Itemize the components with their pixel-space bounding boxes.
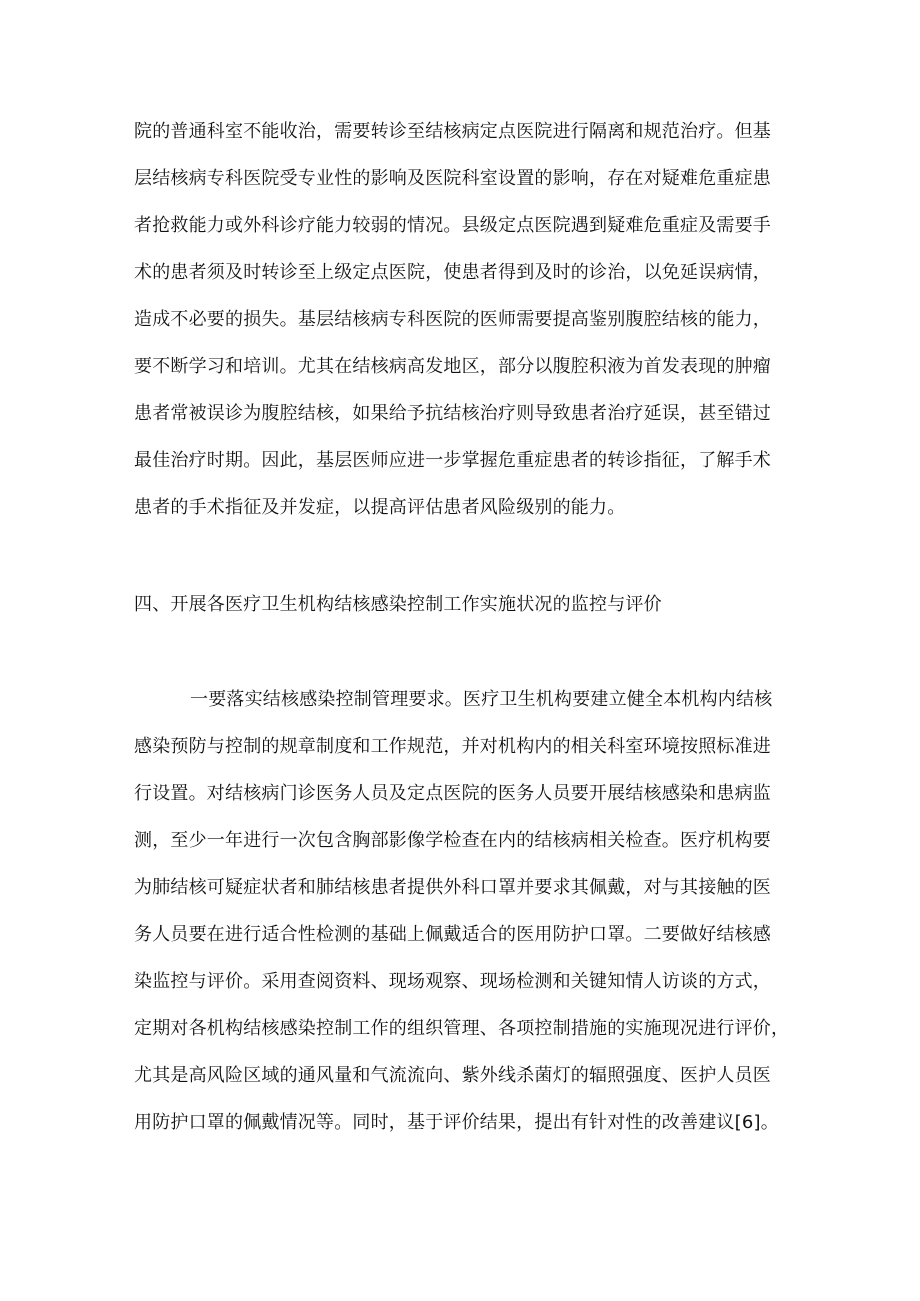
paragraph-2-line-1: 一要落实结核感染控制管理要求。医疗卫生机构要建立健全本机构内结核 [190,689,773,710]
paragraph-2-line-7: 染监控与评价。采用查阅资料、现场观察、现场检测和关键知情人访谈的方式， [134,971,771,992]
paragraph-2-line-8: 定期对各机构结核感染控制工作的组织管理、各项控制措施的实施现况进行评价， [134,1018,790,1039]
paragraph-2-line-10: 用防护口罩的佩戴情况等。同时，基于评价结果，提出有针对性的改善建议[6]。 [134,1112,779,1133]
paragraph-1-line-9: 患者的手术指征及并发症，以提高评估患者风险级别的能力。 [134,497,626,518]
paragraph-1-line-5: 造成不必要的损失。基层结核病专科医院的医师需要提高鉴别腹腔结核的能力， [134,309,771,330]
paragraph-1-line-8: 最佳治疗时期。因此，基层医师应进一步掌握危重症患者的转诊指征，了解手术 [134,450,771,471]
paragraph-2-line-4: 测，至少一年进行一次包含胸部影像学检查在内的结核病相关检查。医疗机构要 [134,830,771,851]
paragraph-1-line-6: 要不断学习和培训。尤其在结核病高发地区，部分以腹腔积液为首发表现的肿瘤 [134,356,771,377]
paragraph-2-line-5: 为肺结核可疑症状者和肺结核患者提供外科口罩并要求其佩戴，对与其接触的医 [134,877,771,898]
paragraph-2-line-6: 务人员要在进行适合性检测的基础上佩戴适合的医用防护口罩。二要做好结核感 [134,924,771,945]
paragraph-1-line-4: 术的患者须及时转诊至上级定点医院，使患者得到及时的诊治，以免延误病情， [134,262,771,283]
paragraph-1-line-3: 者抢救能力或外科诊疗能力较弱的情况。县级定点医院遇到疑难危重症及需要手 [134,215,771,236]
paragraph-2-line-3: 行设置。对结核病门诊医务人员及定点医院的医务人员要开展结核感染和患病监 [134,783,771,804]
paragraph-1-line-2: 层结核病专科医院受专业性的影响及医院科室设置的影响，存在对疑难危重症患 [134,168,771,189]
paragraph-1-line-7: 患者常被误诊为腹腔结核，如果给予抗结核治疗则导致患者治疗延误，甚至错过 [134,403,771,424]
paragraph-1-line-1: 院的普通科室不能收治，需要转诊至结核病定点医院进行隔离和规范治疗。但基 [134,121,771,142]
paragraph-2-line-2: 感染预防与控制的规章制度和工作规范，并对机构内的相关科室环境按照标准进 [134,736,771,757]
paragraph-2-line-9: 尤其是高风险区域的通风量和气流流向、紫外线杀菌灯的辐照强度、医护人员医 [134,1065,771,1086]
section-heading: 四、开展各医疗卫生机构结核感染控制工作实施状况的监控与评价 [134,594,662,615]
